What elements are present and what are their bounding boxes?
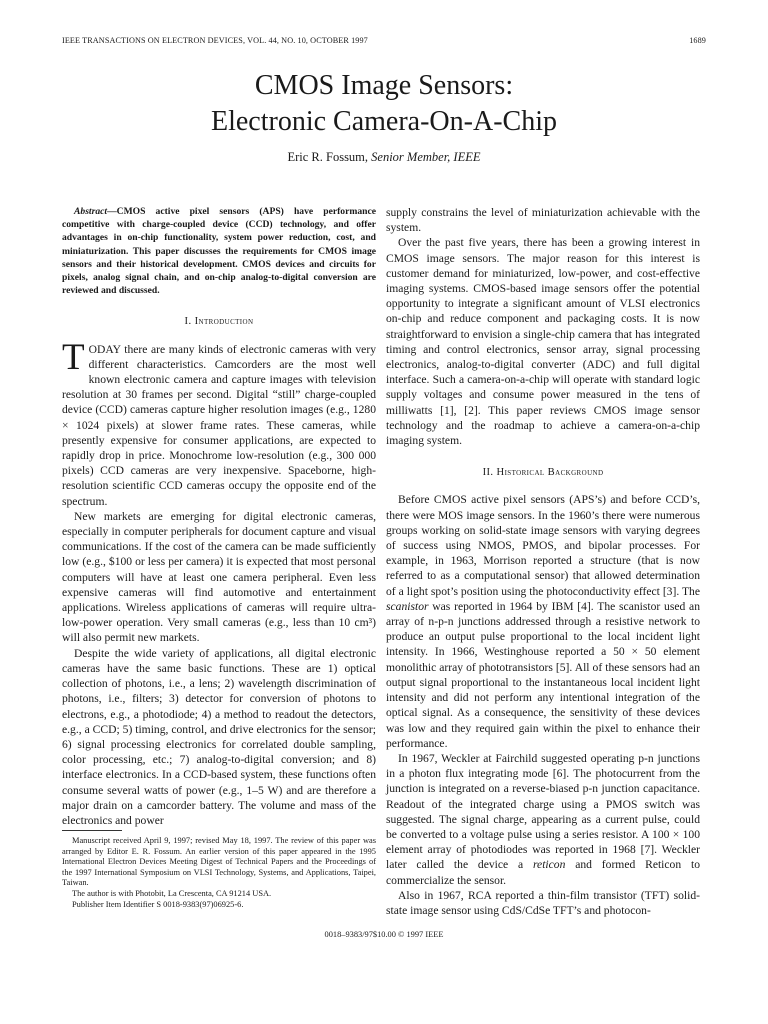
history-paragraph-2: In 1967, Weckler at Fairchild suggested operating p-n junctions in a photon flux integrating mode [6]. The photocurrent from the junction is integrated on a reverse-biased p-n junction capacitance. Readout of the integrated charge using a PMOS switch was suggested. The signal charge, appearing as a current pulse, could be converted to a voltage pulse using a series resistor. A 100 × 100 element array of photodiodes was reported in 1968 [7]. Weckler later called the device a reticon and formed Reticon to commercialize the sensor.: [386, 751, 700, 887]
footnote-author: The author is with Photobit, La Crescenta, CA 91214 USA.: [72, 888, 272, 898]
paper-title: [0, 68, 768, 140]
author-name: Eric R. Fossum,: [287, 150, 369, 164]
term-scanistor: scanistor: [386, 599, 429, 613]
history-paragraph-3: Also in 1967, RCA reported a thin-film transistor (TFT) solid-state image sensor using CdS/CdSe TFT’s and photocon-: [386, 888, 700, 917]
author-affiliation: Senior Member, IEEE: [371, 150, 481, 164]
intro-paragraph-4: Over the past five years, there has been a growing interest in CMOS image sensors. The major reason for this interest is customer demand for miniaturized, low-power, and cost-effective imaging systems. CMOS-based image sensors offer the potential opportunity to integrate a significant amount of VLSI electronics on-chip and reduce component and packaging costs. It is now straightforward to envision a single-chip camera that has integrated timing and control electronics, sensor array, signal processing electronics, analog-to-digital converter (ADC) and full digital interface. Such a camera-on-a-chip will operate with standard logic supply voltages and consume power measured in the tens of milliwatts [1], [2]. This paper reviews CMOS image sensor technology and the roadmap to achieve a camera-on-a-chip imaging system.: [386, 236, 700, 448]
title-line-1: CMOS Image Sensors:: [254, 70, 514, 101]
abstract-lead: Abstract: [74, 206, 108, 217]
abstract: [62, 205, 376, 297]
footnote-rule: [62, 830, 122, 831]
section-heading-history: II. Historical Background: [482, 467, 604, 479]
author-line: [0, 150, 768, 165]
term-reticon: reticon: [532, 858, 566, 872]
footnote-identifier: Publisher Item Identifier S 0018-9383(97)06925-6.: [72, 899, 244, 909]
abstract-text: —CMOS active pixel sensors (APS) have performance competitive with charge-coupled device (CCD) technology, and offer advantages in on-chip functionality, system power reduction, cost, and miniaturization. This paper discusses the requirements for CMOS image sensors and their historical development. CMOS devices and circuits for pixels, analog signal chain, and on-chip analog-to-digital conversion are reviewed and discussed.: [62, 206, 376, 297]
running-head: [62, 36, 706, 45]
footnotes: [62, 836, 376, 910]
intro-paragraph-1: TODAY there are many kinds of electronic cameras with very different characteristics. Camcorders are the most well known electronic camera and capture images with television resolution at 30 frames per second. Digital “still” charge-coupled device (CCD) cameras capture higher resolution images (e.g., 1280 × 1024 pixels) at slower frame rates. These cameras, while presently expensive for consumer applications, are expected to rapidly drop in price. Monochrome low-resolution (e.g., 300 000 pixels) CCD cameras are very inexpensive. Spaceborne, high-resolution scientific CCD cameras occupy the opposite end of the spectrum.: [62, 336, 376, 508]
intro-paragraph-2: New markets are emerging for digital electronic cameras, especially in computer peripherals for document capture and visual communications. If the cost of the camera can be made sufficiently low (e.g., $100 or less per camera) it is expected that most personal computers will have at least one camera peripheral. Even less expensive cameras will find automotive and entertainment applications. Wireless applications of cameras will require ultra-low-power operation. Very small cameras (e.g., less than 10 cm³) will also permit new markets.: [62, 509, 376, 645]
title-line-2: Electronic Camera-On-A-Chip: [211, 106, 557, 137]
intro-paragraph-3: Despite the wide variety of applications, all digital electronic cameras have the same basic functions. These are 1) optical collection of photons, i.e., a lens; 2) wavelength discrimination of photons, i.e., filters; 3) detector for conversion of photons to electrons, e.g., a photodiode; 4) a method to readout the detectors, e.g., a CCD; 5) timing, control, and drive electronics for the sensor; 6) signal processing electronics for correlated double sampling, color processing, etc.; 7) analog-to-digital conversion; and 8) interface electronics. In a CCD-based system, these functions often consume several watts of power (e.g., 1–5 W) and are therefore a major drain on a camcorder battery. The volume and mass of the electronics and power: [62, 646, 376, 827]
section-heading-introduction: I. Introduction: [184, 316, 254, 328]
history-paragraph-1: Before CMOS active pixel sensors (APS’s) and before CCD’s, there were MOS image sensors. In the 1960’s there were numerous groups working on solid-state image sensors with varying degrees of success using NMOS, PMOS, and bipolar processes. For example, in 1963, Morrison reported a structure (that is now referred to as a computational sensor) that allowed determination of a light spot’s position using the photoconductivity effect [3]. The scanistor was reported in 1964 by IBM [4]. The scanistor used an array of n-p-n junctions addressed through a resistive network to produce an output pulse proportional to the local incident light intensity. In 1966, Westinghouse reported a 50 × 50 element monolithic array of phototransistors [5]. All of these sensors had an output signal proportional to the instantaneous local incident light intensity and did not perform any intentional integration of the optical signal. As a consequence, the sensitivity of these devices was low and they required gain within the pixel to enhance their performance.: [386, 493, 700, 750]
left-column: [62, 205, 376, 828]
drop-cap: T: [62, 336, 85, 378]
page-number: 1689: [689, 36, 706, 45]
right-column: [386, 205, 700, 918]
footnote-manuscript: Manuscript received April 9, 1997; revised May 18, 1997. The review of this paper was arranged by Editor E. R. Fossum. An earlier version of this paper appeared in the 1995 International Electron Devices Meeting Digest of Technical Papers and the Proceedings of the 1997 International Symposium on VLSI Technology, Systems, and Applications, Taipei, Taiwan.: [62, 836, 376, 888]
intro-paragraph-continued: supply constrains the level of miniaturization achievable with the system.: [386, 206, 700, 235]
journal-citation: IEEE TRANSACTIONS ON ELECTRON DEVICES, VOL. 44, NO. 10, OCTOBER 1997: [62, 36, 368, 45]
copyright-footer: 0018–9383/97$10.00 © 1997 IEEE: [324, 930, 444, 939]
